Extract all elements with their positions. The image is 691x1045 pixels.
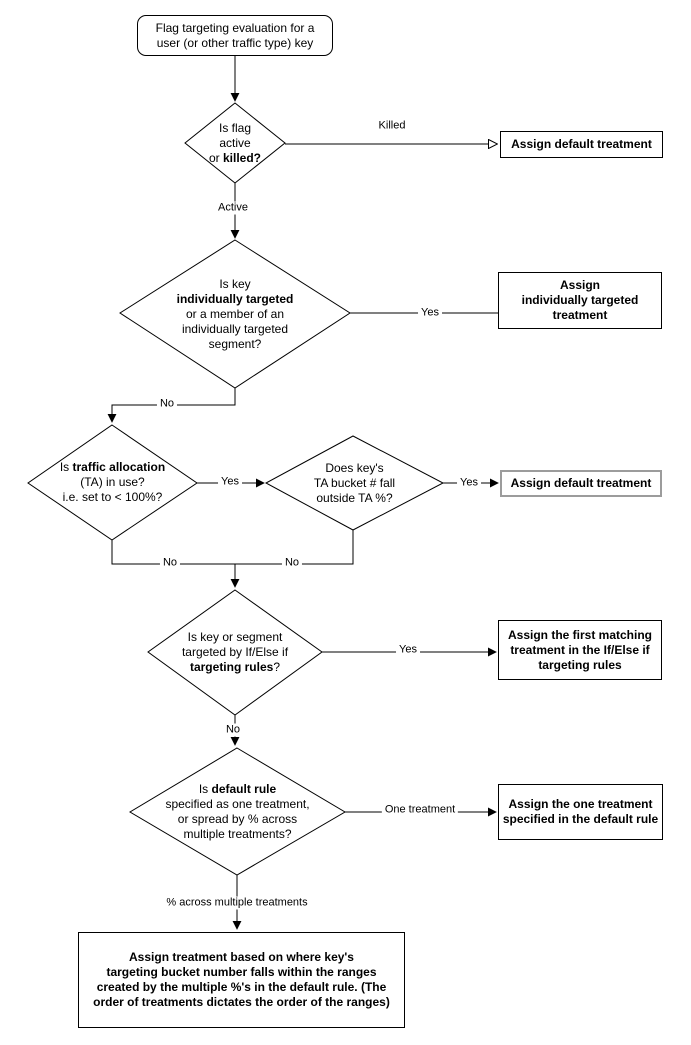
decision-default-rule-shape xyxy=(130,748,345,875)
text-line: targeting rules xyxy=(538,657,622,672)
text-line: active xyxy=(219,135,251,150)
text-line: Assign xyxy=(559,278,600,292)
edge-label-yes-bucket: Yes xyxy=(457,477,481,490)
edge-label-one-treatment: One treatment xyxy=(382,804,458,817)
text-line: treatment in the If/Else if xyxy=(510,642,650,657)
edge-label-no-individual: No xyxy=(157,398,177,411)
text-line: order of treatments dictates the order of the ranges) xyxy=(93,995,390,1009)
decision-targeting-rules-shape xyxy=(148,590,322,715)
edge-label-pct-across: % across multiple treatments xyxy=(163,897,310,910)
decision-flag-active-shape xyxy=(185,103,285,183)
text-line: Is key or segment xyxy=(187,630,283,644)
text-line: Assign default treatment xyxy=(510,476,652,490)
edge-label-yes-rules: Yes xyxy=(396,644,420,657)
edge-label-no-ta: No xyxy=(160,557,180,570)
text-line: Flag targeting evaluation for a xyxy=(155,20,315,35)
text-segment: Is xyxy=(59,460,73,474)
terminal-assign-default-2 xyxy=(500,470,662,497)
text-line: TA bucket # fall xyxy=(313,475,396,490)
terminal-assign-first-matching xyxy=(498,620,662,680)
start-node-text xyxy=(156,21,315,51)
edge-label-yes-individual: Yes xyxy=(418,307,442,320)
text-line: i.e. set to < 100%? xyxy=(62,490,163,504)
text-segment-bold: default rule xyxy=(211,781,277,796)
text-line: created by the multiple %'s in the default rule. (The xyxy=(96,980,387,994)
text-line: Is flag xyxy=(218,120,251,135)
text-line: multiple treatments? xyxy=(183,826,292,841)
text-segment: Is xyxy=(198,781,212,796)
decision-individually-targeted-shape xyxy=(120,240,350,388)
text-line: (TA) in use? xyxy=(80,475,145,489)
text-line: specified as one treatment, xyxy=(165,796,310,811)
text-line: or spread by % across xyxy=(177,811,298,826)
text-line: targeted by If/Else if xyxy=(181,645,289,659)
decision-ta-bucket-shape xyxy=(266,436,443,530)
start-node xyxy=(137,15,333,56)
text-segment-bold: killed? xyxy=(223,150,262,165)
edge-label-active: Active xyxy=(215,202,251,215)
text-segment: ? xyxy=(273,660,281,674)
edge-label-no-rules: No xyxy=(223,724,243,737)
text-segment-bold: traffic allocation xyxy=(72,460,166,474)
terminal-assign-default-1 xyxy=(500,131,663,158)
text-line: outside TA %? xyxy=(316,490,393,505)
edge-label-no-bucket: No xyxy=(282,557,302,570)
text-line: or a member of an xyxy=(185,306,285,321)
text-line: Does key's xyxy=(325,460,384,475)
edge-label-yes-ta: Yes xyxy=(218,476,242,489)
text-segment: or xyxy=(208,150,223,165)
text-line: individually targeted xyxy=(181,321,289,336)
text-line: Assign the first matching xyxy=(507,627,653,642)
text-line: targeting bucket number falls within the ranges xyxy=(106,965,377,979)
text-line: user (or other traffic type) key xyxy=(156,35,314,50)
text-line: Assign default treatment xyxy=(511,137,652,151)
terminal-assign-by-ranges xyxy=(78,932,405,1028)
edge-label-killed: Killed xyxy=(376,120,409,133)
text-line: Assign treatment based on where key's xyxy=(129,950,354,964)
text-line: segment? xyxy=(208,336,262,351)
terminal-assign-one-treatment xyxy=(498,784,663,840)
terminal-assign-individual xyxy=(498,272,662,329)
text-line: Assign the one treatment xyxy=(508,797,653,811)
text-line: treatment xyxy=(552,308,608,322)
text-line: specified in the default rule xyxy=(502,812,659,826)
decision-traffic-allocation-shape xyxy=(28,425,197,540)
text-line: individually targeted xyxy=(521,293,639,307)
text-line: individually targeted xyxy=(176,291,294,306)
text-segment-bold: targeting rules xyxy=(189,660,274,674)
text-line: Is key xyxy=(219,276,251,291)
